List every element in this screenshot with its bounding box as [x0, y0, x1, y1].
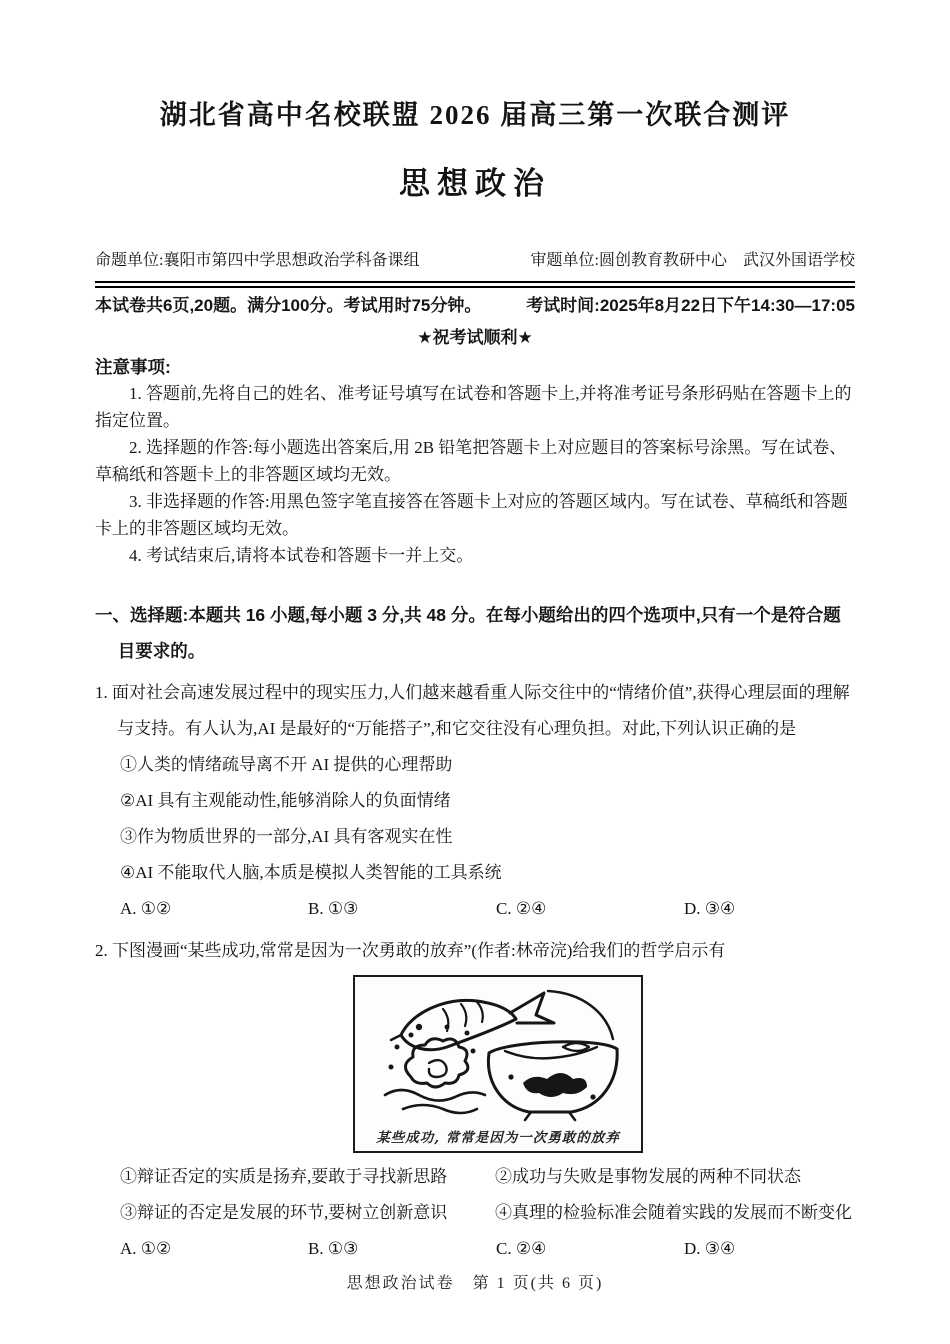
- cartoon-figure: [353, 975, 643, 1153]
- cartoon-caption: 某些成功, 常常是因为一次勇敢的放弃: [376, 1130, 620, 1146]
- question-1-choice-a: A. ①②: [120, 899, 172, 918]
- section-heading: 一、选择题:本题共 16 小题,每小题 3 分,共 48 分。在每小题给出的四个选项中,只有一个是符合题目要求的。: [95, 605, 841, 661]
- question-2-stem: 2. 下图漫画“某些成功,常常是因为一次勇敢的放弃”(作者:林帝浣)给我们的哲学启示有: [95, 941, 726, 960]
- question-1-stem: 1. 面对社会高速发展过程中的现实压力,人们越来越看重人际交往中的“情绪价值”,获得心理层面的理解与支持。有人认为,AI 是最好的“万能搭子”,和它交往没有心理负担。对此,下列认识正确的是: [95, 683, 850, 738]
- page-title: 湖北省高中名校联盟 2026 届高三第一次联合测评: [159, 100, 791, 130]
- question-2-statement-3: ③辩证的否定是发展的环节,要树立创新意识: [120, 1203, 448, 1222]
- question-1-choice-b: B. ①③: [308, 899, 359, 918]
- exam-time: 考试时间:2025年8月22日下午14:30—17:05: [526, 296, 855, 315]
- question-1-choice-d: D. ③④: [684, 899, 736, 918]
- question-2: [95, 933, 855, 1267]
- question-2-statement-4: ④真理的检验标准会随着实践的发展而不断变化: [495, 1203, 852, 1222]
- question-1-choice-c: C. ②④: [496, 899, 547, 918]
- reviewer-unit: 审题单位:圆创教育教研中心 武汉外国语学校: [530, 252, 855, 269]
- page-content: [95, 0, 855, 1267]
- question-1-statement-4: ④AI 不能取代人脑,本质是模拟人类智能的工具系统: [120, 863, 502, 882]
- paper-info-row: [95, 294, 855, 318]
- question-1-statement-1: ①人类的情绪疏导离不开 AI 提供的心理帮助: [120, 755, 453, 774]
- notice-item-4: 4. 考试结束后,请将本试卷和答题卡一并上交。: [129, 546, 474, 565]
- question-2-choice-d: D. ③④: [684, 1239, 736, 1258]
- question-2-statement-1: ①辩证否定的实质是扬弃,要敢于寻找新思路: [120, 1167, 448, 1186]
- subject-title: 思想政治: [399, 166, 551, 201]
- paper-info: 本试卷共6页,20题。满分100分。考试用时75分钟。: [95, 296, 482, 315]
- notice-item-2: 2. 选择题的作答:每小题选出答案后,用 2B 铅笔把答题卡上对应题目的答案标号涂黑。写在试卷、草稿纸和答题卡上的非答题区域均无效。: [95, 438, 847, 484]
- question-2-choice-c: C. ②④: [496, 1239, 547, 1258]
- question-2-statement-2: ②成功与失败是事物发展的两种不同状态: [495, 1167, 801, 1186]
- setter-unit: 命题单位:襄阳市第四中学思想政治学科备课组: [95, 252, 420, 269]
- question-1-statement-2: ②AI 具有主观能动性,能够消除人的负面情绪: [120, 791, 451, 810]
- question-1-statement-3: ③作为物质世界的一部分,AI 具有客观实在性: [120, 827, 453, 846]
- notice-item-1: 1. 答题前,先将自己的姓名、准考证号填写在试卷和答题卡上,并将准考证号条形码贴在答题卡上的指定位置。: [95, 384, 852, 430]
- notice-item-3: 3. 非选择题的作答:用黑色签字笔直接答在答题卡上对应的答题区域内。写在试卷、草稿纸和答题卡上的非答题区域均无效。: [95, 492, 848, 538]
- question-2-choice-b: B. ①③: [308, 1239, 359, 1258]
- units-row: [95, 250, 855, 272]
- exam-wish: ★祝考试顺利★: [417, 328, 533, 347]
- fish-drawing: [391, 993, 554, 1050]
- question-2-choices: [120, 1231, 855, 1267]
- leap-arc: [548, 991, 613, 1039]
- fish-leaping-from-bowl-illustration: [355, 977, 637, 1125]
- page-footer: 思想政治试卷 第 1 页(共 6 页): [346, 1275, 604, 1292]
- bowl-drawing: [488, 1042, 617, 1120]
- double-rule-divider: [95, 281, 855, 288]
- question-2-statements: [120, 1159, 855, 1231]
- question-1: [95, 675, 855, 927]
- question-1-choices: [120, 891, 855, 927]
- notice-title: 注意事项:: [95, 357, 171, 377]
- question-2-choice-a: A. ①②: [120, 1239, 172, 1258]
